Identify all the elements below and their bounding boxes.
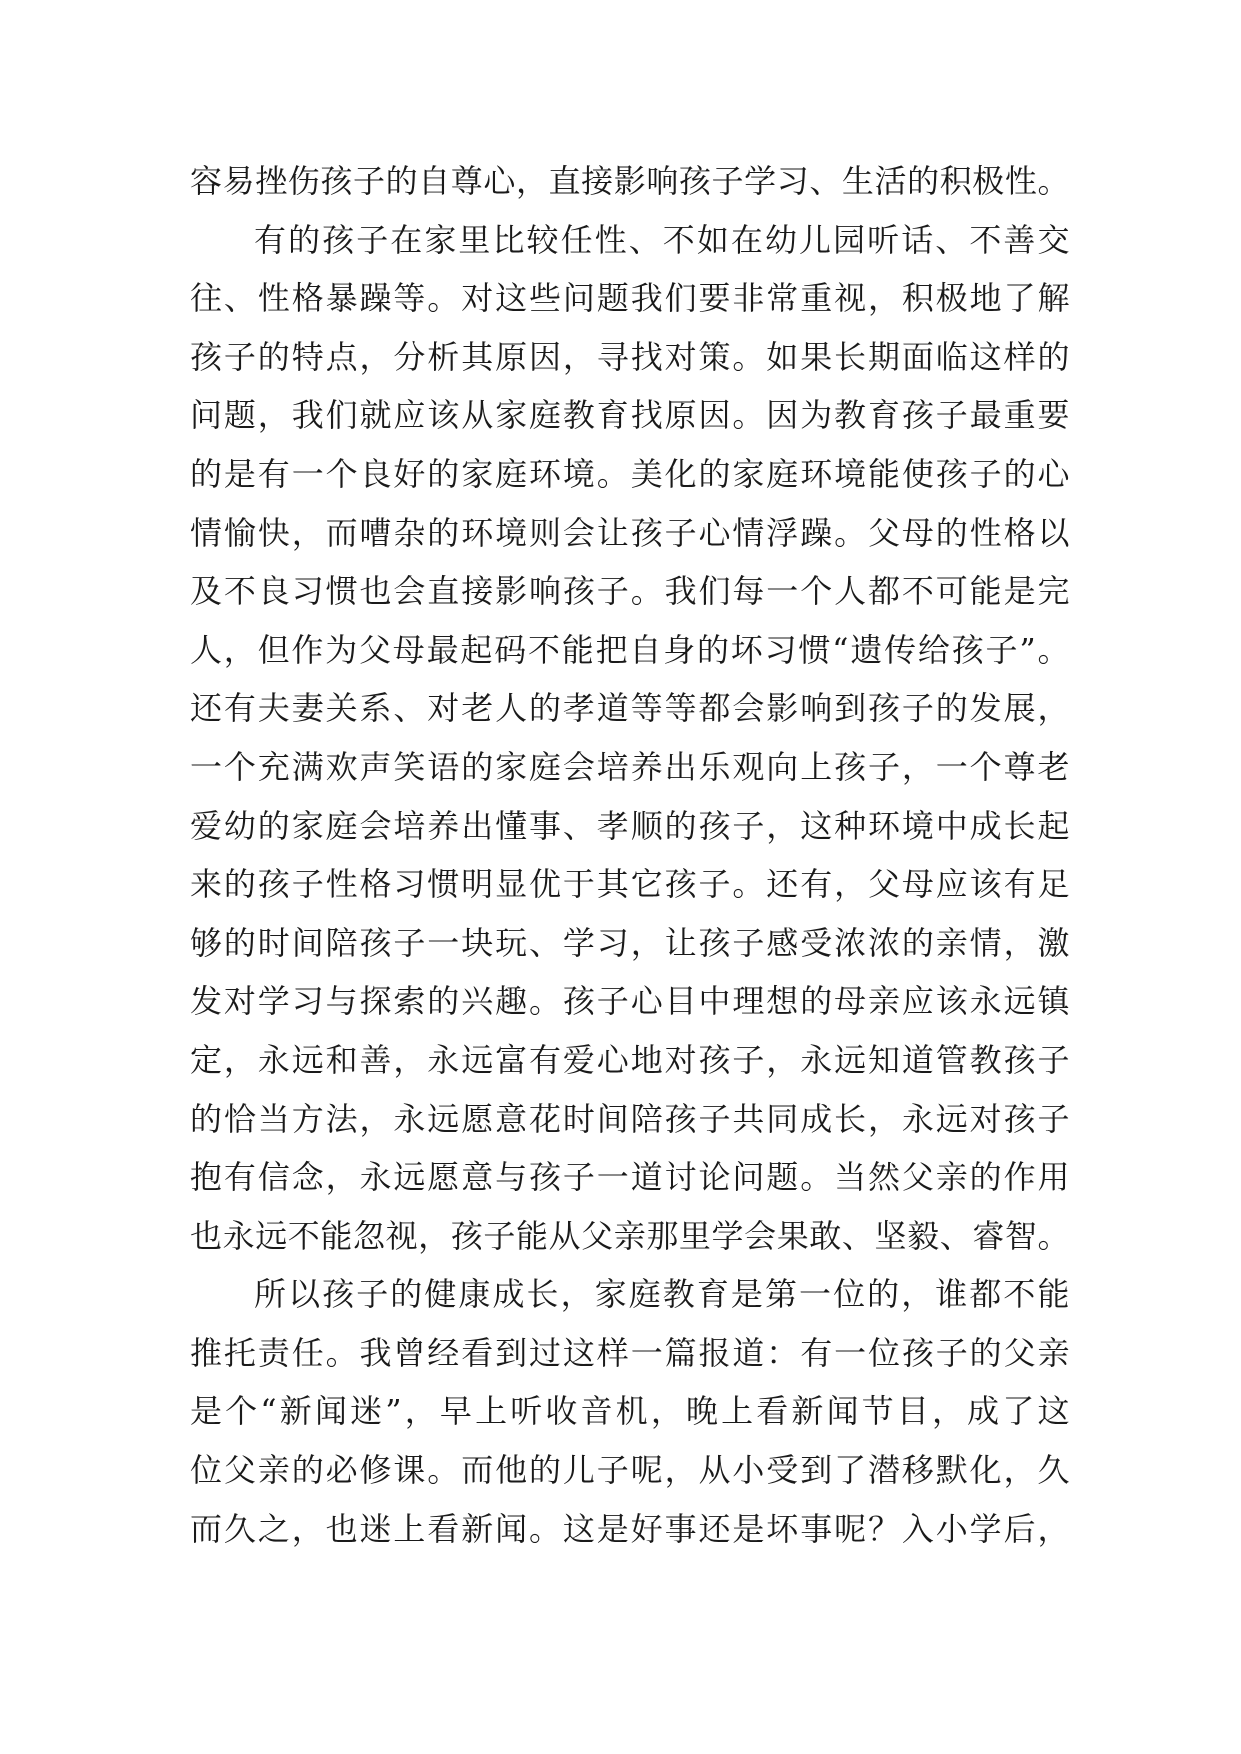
text-line: 推托责任。我曾经看到过这样一篇报道：有一位孩子的父亲: [190, 1333, 1070, 1372]
text-line: 往、性格暴躁等。对这些问题我们要非常重视，积极地了解: [190, 279, 1070, 318]
text-line: 的恰当方法，永远愿意花时间陪孩子共同成长，永远对孩子: [190, 1099, 1070, 1138]
text-line: 情愉快，而嘈杂的环境则会让孩子心情浮躁。父母的性格以: [190, 513, 1070, 552]
text-line: 人，但作为父母最起码不能把自身的坏习惯“遗传给孩子”。: [190, 630, 1070, 669]
text-line: 的是有一个良好的家庭环境。美化的家庭环境能使孩子的心: [190, 454, 1070, 493]
text-line: 一个充满欢声笑语的家庭会培养出乐观向上孩子，一个尊老: [190, 747, 1070, 786]
body-text: [190, 152, 1070, 1558]
text-line: 容易挫伤孩子的自尊心，直接影响孩子学习、生活的积极性。: [190, 162, 1070, 200]
text-line: 问题，我们就应该从家庭教育找原因。因为教育孩子最重要: [190, 396, 1070, 435]
text-line: 也永远不能忽视，孩子能从父亲那里学会果敢、坚毅、睿智。: [190, 1216, 1070, 1255]
text-line: 位父亲的必修课。而他的儿子呢，从小受到了潜移默化，久: [190, 1451, 1070, 1490]
text-line: 还有夫妻关系、对老人的孝道等等都会影响到孩子的发展，: [190, 689, 1070, 728]
paragraph-first-line: 所以孩子的健康成长，家庭教育是第一位的，谁都不能: [254, 1275, 1070, 1314]
text-line: 及不良习惯也会直接影响孩子。我们每一个人都不可能是完: [190, 572, 1070, 611]
text-line: 发对学习与探索的兴趣。孩子心目中理想的母亲应该永远镇: [190, 982, 1070, 1021]
text-line: 孩子的特点，分析其原因，寻找对策。如果长期面临这样的: [190, 337, 1070, 376]
text-line: 抱有信念，永远愿意与孩子一道讨论问题。当然父亲的作用: [190, 1158, 1070, 1197]
text-line: 爱幼的家庭会培养出懂事、孝顺的孩子，这种环境中成长起: [190, 806, 1070, 845]
text-line: 定，永远和善，永远富有爱心地对孩子，永远知道管教孩子: [190, 1040, 1070, 1079]
paragraph-first-line: 有的孩子在家里比较任性、不如在幼儿园听话、不善交: [254, 220, 1070, 259]
text-line: 而久之，也迷上看新闻。这是好事还是坏事呢？入小学后，: [190, 1509, 1070, 1548]
text-line: 够的时间陪孩子一块玩、学习，让孩子感受浓浓的亲情，激: [190, 923, 1070, 962]
text-line: 来的孩子性格习惯明显优于其它孩子。还有，父母应该有足: [190, 865, 1070, 904]
text-line: 是个“新闻迷”，早上听收音机，晚上看新闻节目，成了这: [190, 1392, 1070, 1431]
